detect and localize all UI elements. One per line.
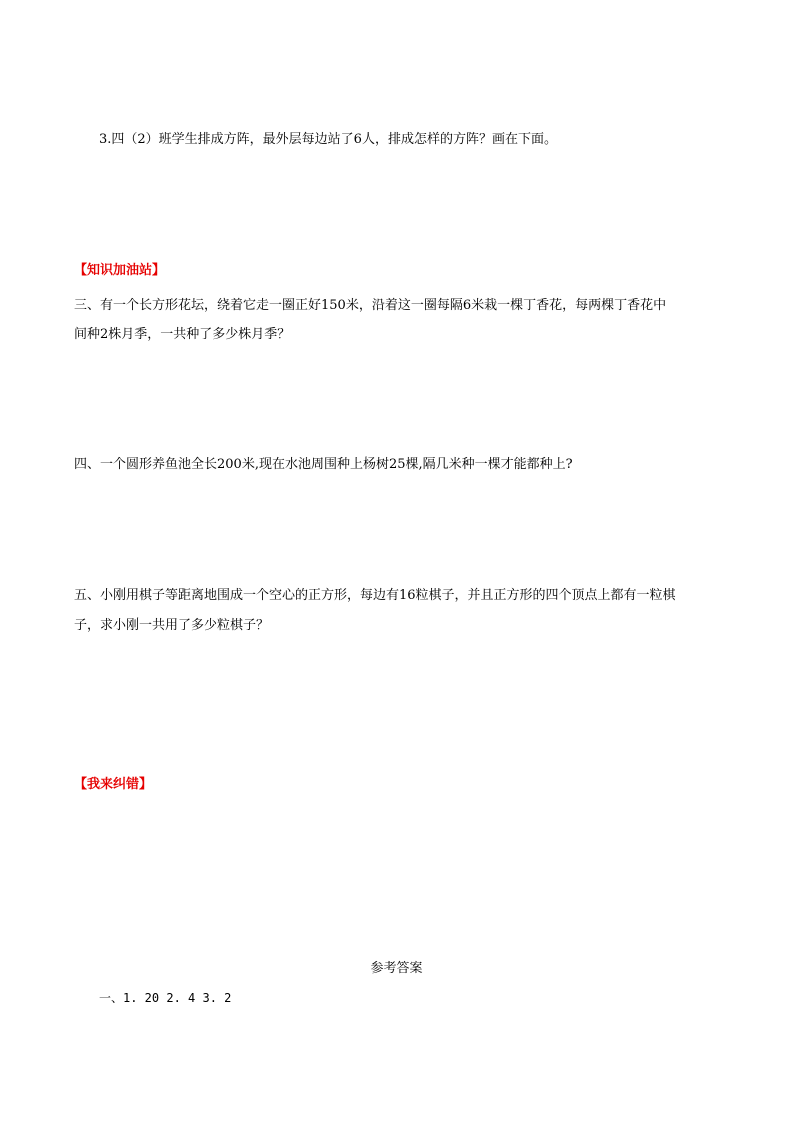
problem-three-line-2: 间种2株月季，一共种了多少株月季？ — [74, 327, 291, 342]
problem-four-line-1: 四、一个圆形养鱼池全长200米,现在水池周围种上杨树25棵,隔几米种一棵才能都种上? — [74, 457, 573, 472]
problem-five-line-1: 五、小刚用棋子等距离地围成一个空心的正方形，每边有16粒棋子，并且正方形的四个顶点上都有一粒棋 — [74, 588, 676, 603]
answers-title: 参考答案 — [370, 961, 423, 976]
problem-three-line-1: 三、有一个长方形花坛，绕着它走一圈正好150米，沿着这一圈每隔6米栽一棵丁香花，每两棵丁香花中 — [74, 298, 667, 313]
section-heading-knowledge-station: 【知识加油站】 — [74, 263, 166, 278]
section-heading-correction: 【我来纠错】 — [74, 777, 153, 792]
question-3: 3.四（2）班学生排成方阵，最外层每边站了6人，排成怎样的方阵？画在下面。 — [99, 132, 557, 147]
problem-five-line-2: 子，求小刚一共用了多少粒棋子？ — [74, 618, 270, 633]
answers-line-1: 一、1. 20 2. 4 3. 2 — [99, 991, 232, 1005]
